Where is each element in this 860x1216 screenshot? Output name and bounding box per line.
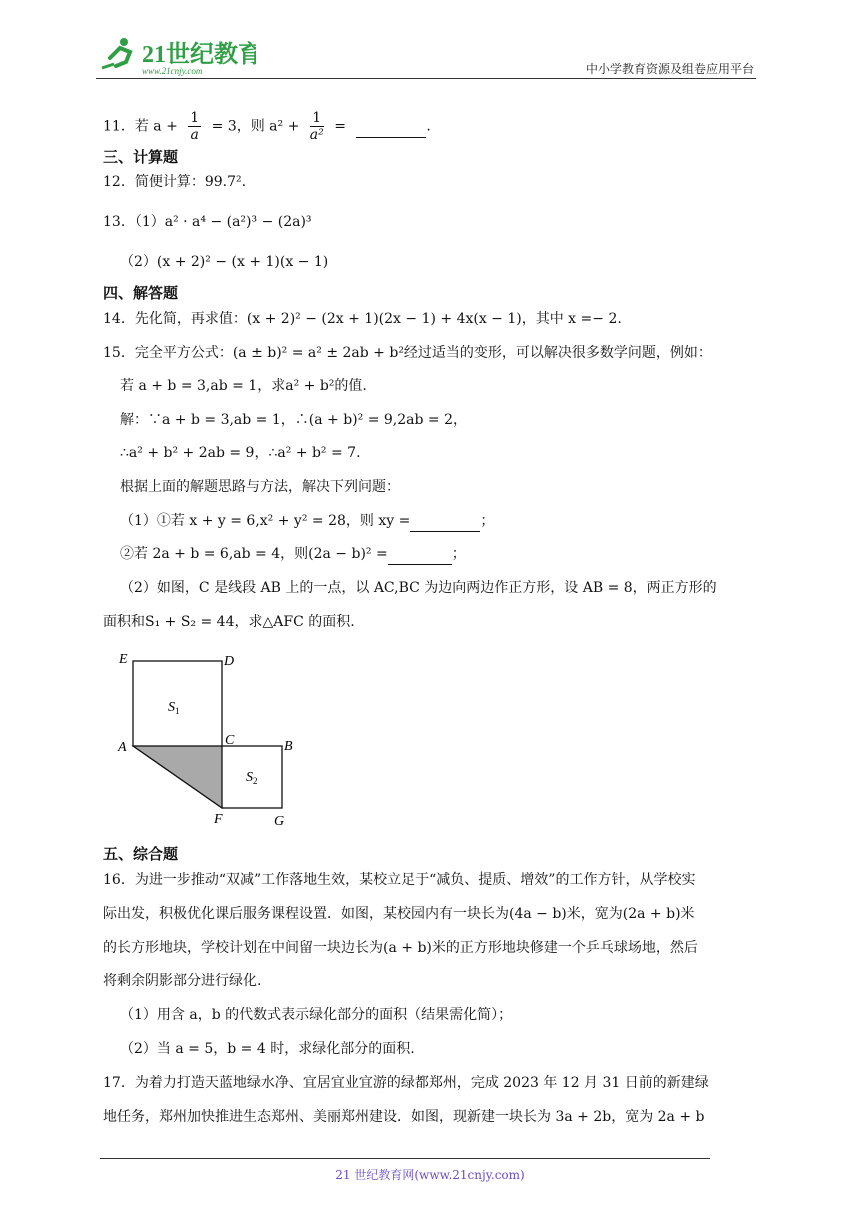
question-16-line2: 际出发，积极优化课后服务课程设置．如图，某校园内有一块长为(4a − b)米，宽为(2a + b)米	[103, 906, 695, 922]
question-15-line4: ∴a² + b² + 2ab = 9，∴a² + b² = 7.	[120, 445, 361, 461]
question-17-line2: 地任务，郑州加快推进生态郑州、美丽郑州建设．如图，现新建一块长为 3a + 2b，宽为 2a + b	[103, 1109, 705, 1125]
question-15-line8: （2）如图，C 是线段 AB 上的一点，以 AC,BC 为边向两边作正方形，设 AB = 8，两正方形的	[120, 580, 717, 596]
label-s2: $S_2$	[246, 770, 258, 786]
question-12: 12．简便计算：99.7².	[103, 174, 247, 190]
question-16-line1: 16．为进一步推动“双减”工作落地生效，某校立足于“减负、提质、增效”的工作方针，从学校实	[103, 872, 696, 888]
question-16-line4: 将剩余阴影部分进行绿化.	[103, 973, 262, 989]
answer-blank	[356, 117, 426, 138]
label-b: B	[284, 739, 293, 754]
question-16-part1: （1）用含 a，b 的代数式表示绿化部分的面积（结果需化简）；	[120, 1007, 513, 1023]
label-d: D	[224, 654, 235, 669]
svg-text:www.21cnjy.com: www.21cnjy.com	[142, 66, 203, 76]
q11-fraction2: $\frac{1}{\text{a²}}$	[309, 110, 324, 143]
question-15-line5: 根据上面的解题思路与方法，解决下列问题：	[120, 479, 400, 495]
site-logo	[96, 34, 256, 78]
question-17-line1: 17．为着力打造天蓝地绿水净、宜居宜业宜游的绿都郑州，完成 2023 年 12 月 31 日前的新建绿	[103, 1075, 709, 1091]
question-15-line2: 若 a + b = 3,ab = 1，求a² + b²的值.	[120, 378, 367, 394]
question-15-line7: ②若 2a + b = 6,ab = 4，则(2a − b)² = ；	[120, 544, 466, 565]
answer-blank	[388, 544, 452, 565]
question-14: 14．先化简，再求值：(x + 2)² − (2x + 1)(2x − 1) + 4x(x − 1)，其中 x =− 2.	[103, 311, 622, 327]
answer-blank	[410, 511, 480, 532]
platform-name: 中小学教育资源及组卷应用平台	[585, 62, 754, 76]
question-15-line6: （1）①若 x + y = 6,x² + y² = 28，则 xy = ；	[120, 511, 494, 532]
footer-divider	[100, 1158, 710, 1159]
section-title-3: 三、计算题	[103, 148, 179, 166]
square-s1	[133, 661, 222, 746]
label-s1: $S_1$	[168, 700, 180, 716]
q11-text1: 若 a +	[134, 118, 178, 135]
q11-text2: = 3，则 a² +	[211, 118, 300, 135]
q11-number: 11．	[103, 118, 135, 135]
question-13-part1: 13．（1）a² · a⁴ − (a²)³ − (2a)³	[103, 214, 312, 230]
question-16-line3: 的长方形地块，学校计划在中间留一块边长为(a + b)米的正方形地块修建一个乒乓球场地，然后	[103, 940, 698, 956]
section-title-4: 四、解答题	[103, 284, 179, 302]
label-f: F	[214, 812, 223, 827]
question-16-part2: （2）当 a = 5，b = 4 时，求绿化部分的面积.	[120, 1041, 415, 1057]
svg-text:21世纪教育: 21世纪教育	[142, 42, 256, 68]
footer-link[interactable]: 21 世纪教育网(www.21cnjy.com)	[335, 1168, 525, 1182]
header-divider	[96, 78, 756, 79]
q11-text3: =	[334, 118, 346, 135]
question-15-line9: 面积和S₁ + S₂ = 44，求△AFC 的面积.	[103, 614, 355, 630]
squares-figure	[110, 645, 310, 835]
label-c: C	[225, 733, 235, 748]
question-15-line1: 15．完全平方公式：(a ± b)² = a² ± 2ab + b²经过适当的变形，可以解决很多数学问题，例如：	[103, 345, 712, 361]
section-title-5: 五、综合题	[103, 845, 179, 863]
label-e: E	[119, 652, 128, 667]
label-g: G	[274, 814, 285, 829]
question-11: 11．若 a + $\frac{1}{a}$ = 3，则 a² + $\frac{1}{\text{a²}}$ = .	[103, 110, 431, 143]
label-a: A	[118, 740, 127, 755]
question-13-part2: （2）(x + 2)² − (x + 1)(x − 1)	[120, 254, 329, 270]
question-15-line3: 解：∵a + b = 3,ab = 1，∴(a + b)² = 9,2ab = 2，	[120, 412, 467, 428]
q11-fraction1: $\frac{1}{a}$	[190, 110, 200, 143]
runner-logo-icon	[102, 38, 130, 68]
